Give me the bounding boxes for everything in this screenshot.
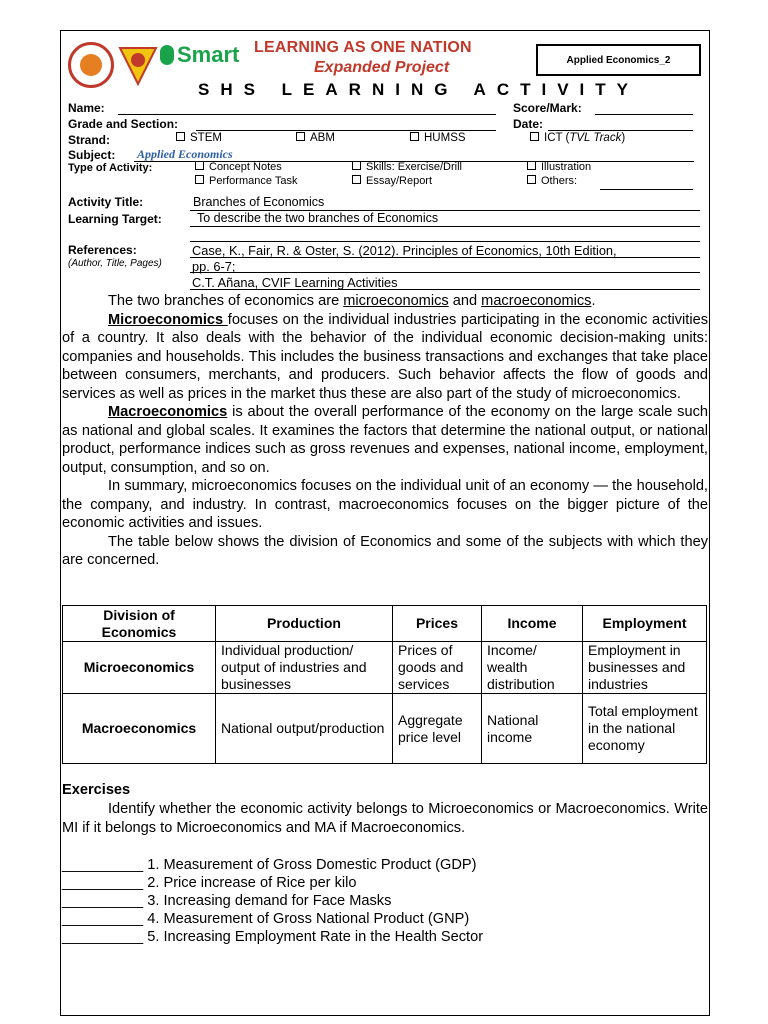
paragraph-summary: In summary, microeconomics focuses on the individual unit of an economy — the household, the company, and industry. In contrast, macroeconomics focuses on the bigger picture of the economic activities and issues. [62, 478, 708, 531]
reference-1-pages: pp. 6-7; [192, 259, 236, 274]
smart-logo-icon [160, 45, 174, 65]
table-header: Prices [393, 606, 482, 642]
exercise-item: __________ 2. Price increase of Rice per kilo [62, 875, 357, 891]
paragraph-microeconomics: Microeconomics focuses on the individual industries participating in the economic activities of a country. It also deals with the behavior of the individual economic decision-making units: companies and households. This includes the business transactions and exchanges that take place between consumers, merchants, and producers. Such behavior affects the flow of goods and services as well as prices in the market thus these are also part of the study of microeconomics. [62, 311, 708, 402]
checkbox-icon [195, 175, 204, 184]
activity-title-value: Branches of Economics [193, 195, 325, 209]
checkbox-icon [296, 132, 305, 141]
table-row [63, 694, 707, 764]
type-performance-task-checkbox[interactable]: Performance Task [195, 175, 297, 187]
deped-logo-icon [118, 44, 158, 86]
grade-section-label: Grade and Section: [68, 117, 179, 131]
exercises-instructions: Identify whether the economic activity belongs to Microeconomics or Macroeconomics. Write MI if it belongs to Microeconomics and MA if Macroeconomics. [62, 801, 708, 836]
table-cell: Employment in businesses and industries [583, 642, 707, 694]
name-label: Name: [68, 101, 105, 115]
date-label: Date: [513, 117, 544, 131]
paragraph-macroeconomics: Macroeconomics is about the overall performance of the economy on the large scale such as national and global scales. It examines the factors that determine the national output, or national product, performance indices such as gross revenues and expenses, national income, employment, output, consumption, and so on. [62, 404, 708, 476]
paragraph-intro: The two branches of economics are microeconomics and macroeconomics. [108, 293, 596, 309]
exercise-item: __________ 3. Increasing demand for Face Masks [62, 893, 392, 909]
table-cell: Individual production/ output of industries and businesses [216, 642, 393, 694]
name-field[interactable] [118, 114, 496, 115]
references-hint: (Author, Title, Pages) [68, 258, 162, 269]
checkbox-icon [352, 175, 361, 184]
header-title: LEARNING AS ONE NATION [254, 39, 472, 56]
learning-target-value: To describe the two branches of Economics [197, 211, 439, 225]
strand-label: Strand: [68, 133, 110, 147]
table-cell: Aggregate price level [393, 694, 482, 764]
checkbox-icon [195, 161, 204, 170]
table-cell: Income/ wealth distribution [482, 642, 583, 694]
score-label: Score/Mark: [513, 101, 582, 115]
reference-line-3 [190, 289, 700, 290]
table-cell: Macroeconomics [63, 694, 216, 764]
table-header: Employment [583, 606, 707, 642]
type-others-checkbox[interactable]: Others: [527, 175, 577, 187]
table-cell: Prices of goods and services [393, 642, 482, 694]
smart-logo: Smart [160, 42, 239, 68]
score-field[interactable] [595, 114, 693, 115]
checkbox-icon [527, 175, 536, 184]
type-essay-report-checkbox[interactable]: Essay/Report [352, 175, 432, 187]
table-header-row [63, 606, 707, 642]
answer-blank[interactable]: __________ [62, 875, 144, 891]
checkbox-icon [176, 132, 185, 141]
lesson-body [62, 292, 708, 570]
table-cell: Microeconomics [63, 642, 216, 694]
subject-value: Applied Economics [137, 147, 233, 161]
header-subtitle: Expanded Project [314, 59, 450, 76]
checkbox-icon [527, 161, 536, 170]
table-cell: National income [482, 694, 583, 764]
table-header: Production [216, 606, 393, 642]
answer-blank[interactable]: __________ [62, 857, 144, 873]
date-field[interactable] [548, 130, 693, 131]
subject-label: Subject: [68, 148, 116, 162]
activity-type-label: Type of Activity: [68, 162, 153, 174]
reference-line-2 [190, 272, 700, 273]
strand-ict-checkbox[interactable]: ICT (TVL Track) [530, 132, 625, 144]
others-field[interactable] [600, 189, 693, 190]
reference-1: Case, K., Fair, R. & Oster, S. (2012). Principles of Economics, 10th Edition, [192, 243, 617, 258]
table-header: Division of Economics [63, 606, 216, 642]
strand-abm-checkbox[interactable]: ABM [296, 132, 335, 144]
economics-division-table [62, 605, 707, 764]
type-concept-notes-checkbox[interactable]: Concept Notes [195, 161, 282, 173]
subject-code-box: Applied Economics_2 [536, 44, 701, 76]
table-row [63, 642, 707, 694]
blank-line [190, 241, 700, 242]
school-seal-logo-icon [68, 42, 114, 88]
reference-2: C.T. Añana, CVIF Learning Activities [192, 275, 398, 290]
type-illustration-checkbox[interactable]: Illustration [527, 161, 591, 173]
learning-target-label: Learning Target: [68, 212, 162, 226]
activity-heading: SHS LEARNING ACTIVITY [198, 80, 639, 99]
grade-section-field[interactable] [196, 130, 496, 131]
paragraph-table-intro: The table below shows the division of Economics and some of the subjects with which they are concerned. [62, 533, 708, 568]
strand-stem-checkbox[interactable]: STEM [176, 132, 222, 144]
type-skills-checkbox[interactable]: Skills: Exercise/Drill [352, 161, 462, 173]
exercise-item: __________ 4. Measurement of Gross National Product (GNP) [62, 911, 470, 927]
answer-blank[interactable]: __________ [62, 911, 144, 927]
table-cell: Total employment in the national economy [583, 694, 707, 764]
references-label: References: [68, 243, 137, 257]
exercises-heading: Exercises [62, 782, 131, 798]
table-header: Income [482, 606, 583, 642]
table-cell: National output/production [216, 694, 393, 764]
reference-line-1 [190, 257, 700, 258]
activity-title-label: Activity Title: [68, 195, 144, 209]
checkbox-icon [410, 132, 419, 141]
exercise-item: __________ 5. Increasing Employment Rate in the Health Sector [62, 929, 484, 945]
answer-blank[interactable]: __________ [62, 893, 144, 909]
learning-target-line [190, 226, 700, 227]
strand-humss-checkbox[interactable]: HUMSS [410, 132, 466, 144]
exercise-item: __________ 1. Measurement of Gross Domestic Product (GDP) [62, 857, 477, 873]
checkbox-icon [352, 161, 361, 170]
answer-blank[interactable]: __________ [62, 929, 144, 945]
checkbox-icon [530, 132, 539, 141]
